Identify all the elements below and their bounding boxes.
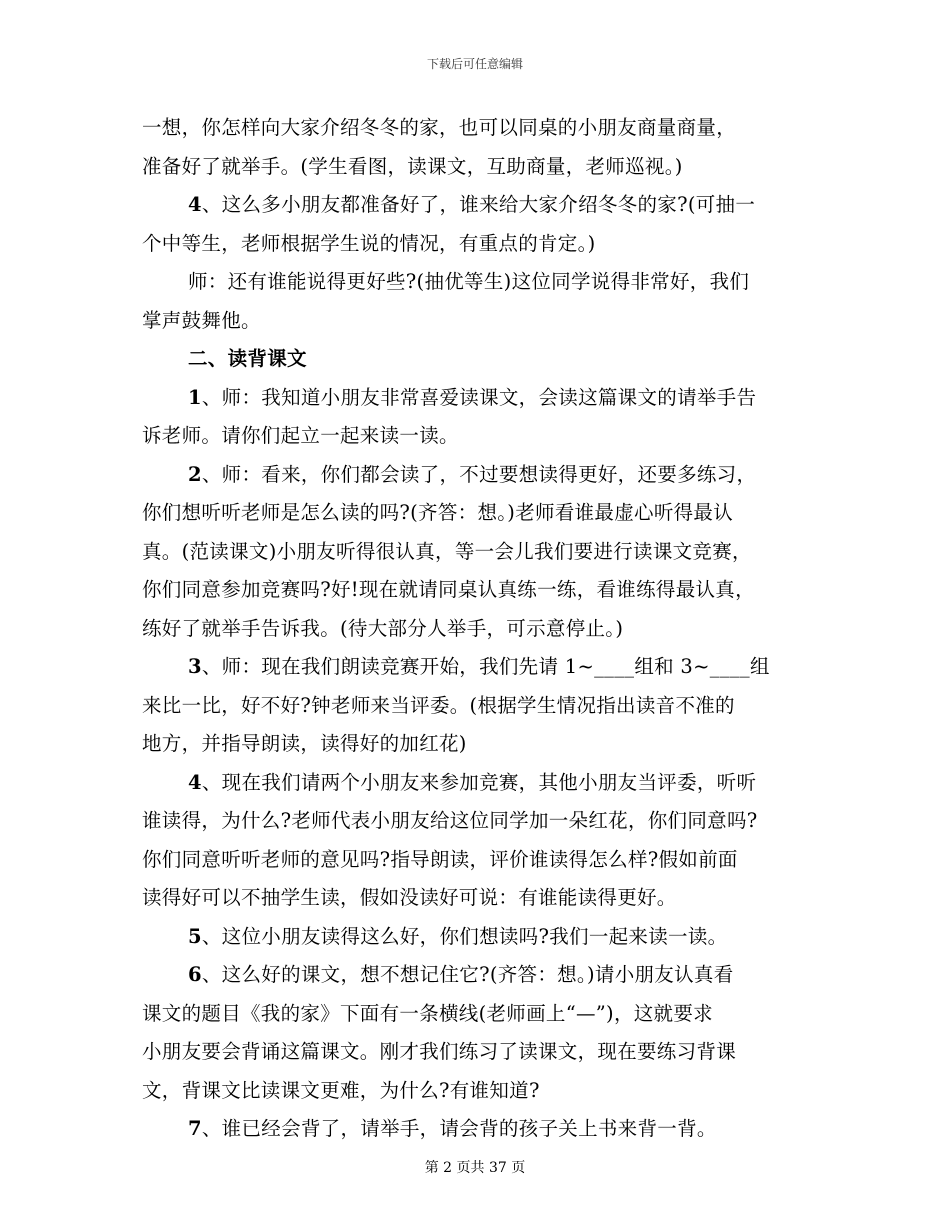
text-line (142, 879, 812, 918)
text-line (142, 263, 812, 302)
page-footer: 第 2 页共 37 页 (424, 1160, 526, 1176)
line-text: 练好了就举手告诉我。(待大部分人举手，可示意停止。) (142, 616, 624, 640)
text-line (142, 456, 812, 495)
text-line (142, 956, 812, 995)
text-line (142, 918, 812, 957)
item-number: 7 (188, 1117, 202, 1140)
text-line (142, 417, 812, 456)
line-text: 地方，并指导朗读，读得好的加红花) (142, 732, 467, 755)
text-line (142, 725, 812, 764)
text-line (142, 648, 812, 687)
item-number: 6 (188, 963, 202, 986)
line-text: 、师：我知道小朋友非常喜爱读课文，会读这篇课文的请举手告 (201, 385, 757, 409)
text-line (142, 494, 812, 533)
item-number: 1 (188, 385, 202, 409)
line-text: 来比一比，好不好?钟老师来当评委。(根据学生情况指出读音不准的 (142, 693, 735, 717)
item-number: 4 (188, 193, 202, 216)
line-text: 真。(范读课文)小朋友听得很认真，等一会儿我们要进行读课文竞赛， (142, 539, 752, 563)
line-text: 你们想听听老师是怎么读的吗?(齐答：想。)老师看谁最虚心听得最认 (142, 501, 734, 524)
line-text: 、师：现在我们朗读竞赛开始，我们先请 1~____组和 3~____组 (201, 655, 770, 678)
text-line (142, 610, 812, 649)
line-text: 掌声鼓舞他。 (142, 308, 261, 332)
text-line (142, 764, 812, 803)
text-line (142, 841, 812, 880)
line-text: 诉老师。请你们起立一起来读一读。 (142, 424, 459, 447)
line-text: 师：还有谁能说得更好些?(抽优等生)这位同学说得非常好，我们 (188, 270, 750, 293)
text-line (142, 302, 812, 341)
item-number: 4 (188, 770, 202, 794)
text-line (142, 225, 812, 264)
page-header: 下载后可任意编辑 (426, 57, 523, 71)
text-line (142, 148, 812, 187)
line-text: 你们同意参加竞赛吗?好!现在就请同桌认真练一练，看谁练得最认真， (142, 578, 755, 601)
line-text: 读得好可以不抽学生读，假如没读好可说：有谁能读得更好。 (142, 886, 677, 909)
text-line (142, 1072, 812, 1111)
text-line (142, 1033, 812, 1072)
text-line (142, 533, 812, 572)
text-line (142, 571, 812, 610)
text-line (142, 687, 812, 726)
document-body (142, 109, 812, 1149)
line-text: 、师：看来，你们都会读了，不过要想读得更好，还要多练习， (201, 462, 757, 486)
line-text: 、这位小朋友读得这么好，你们想读吗?我们一起来读一读。 (201, 924, 728, 948)
line-text: 文，背课文比读课文更难，为什么?有谁知道? (142, 1078, 540, 1102)
item-number: 3 (188, 655, 202, 678)
line-text: 个中等生，老师根据学生说的情况，有重点的肯定。) (142, 231, 596, 255)
line-text: 一想，你怎样向大家介绍冬冬的家，也可以同桌的小朋友商量商量， (142, 116, 737, 139)
line-text: 准备好了就举手。(学生看图，读课文，互助商量，老师巡视。) (142, 154, 683, 178)
line-text: 、这么好的课文，想不想记住它?(齐答：想。)请小朋友认真看 (201, 963, 734, 986)
item-number: 2 (188, 462, 202, 486)
text-line (142, 109, 812, 148)
section-heading (142, 340, 812, 379)
text-line (142, 1110, 812, 1149)
line-text: 你们同意听听老师的意见吗?指导朗读，评价谁读得怎么样?假如前面 (142, 847, 738, 871)
line-text: 谁读得，为什么?老师代表小朋友给这位同学加一朵红花，你们同意吗? (142, 809, 758, 832)
text-line (142, 995, 812, 1034)
item-number: 5 (188, 924, 202, 948)
line-text: 课文的题目《我的家》下面有一条横线(老师画上“—”)，这就要求 (142, 1001, 713, 1025)
line-text: 、现在我们请两个小朋友来参加竞赛，其他小朋友当评委，听听 (201, 770, 757, 794)
line-text: 二、读背课文 (188, 347, 307, 370)
line-text: 小朋友要会背诵这篇课文。刚才我们练习了读课文，现在要练习背课 (142, 1040, 737, 1063)
text-line (142, 379, 812, 418)
text-line (142, 802, 812, 841)
line-text: 、谁已经会背了，请举手，请会背的孩子关上书来背一背。 (201, 1117, 717, 1140)
text-line (142, 186, 812, 225)
line-text: 、这么多小朋友都准备好了，谁来给大家介绍冬冬的家?(可抽一 (201, 193, 756, 216)
